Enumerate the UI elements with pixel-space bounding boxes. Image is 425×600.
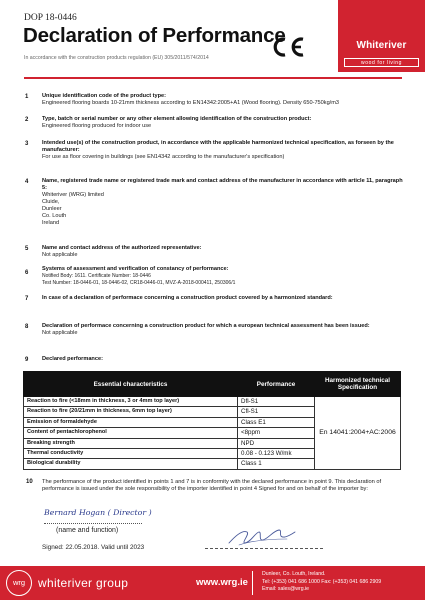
brand-name: Whiteriver — [356, 40, 407, 51]
document-id: DOP 18-0446 — [24, 13, 77, 23]
section-2 — [42, 116, 407, 130]
section-number: 1 — [25, 94, 29, 100]
conformity-statement: The performance of the product identified in points 1 and 7 is in conformity with the declared performance in point 9. This declaration of performance is issued under the sole responsibility of the importer identified in point 4 Signed for and on behalf of the importer by: — [42, 479, 382, 493]
table-header-row — [24, 372, 401, 397]
signature-line — [205, 548, 323, 549]
footer-address-line: Dunleer, Co. Louth, Ireland. — [262, 571, 326, 577]
brand-logo — [338, 0, 425, 72]
manufacturer-line: Cluide, — [42, 199, 60, 205]
footer-website: www.wrg.ie — [196, 577, 248, 588]
section-number: 8 — [25, 324, 29, 330]
notified-body: Notified Body: 1611. Certificate Number: 18-0446 — [42, 273, 151, 279]
section-heading: Declared performance: — [42, 356, 103, 362]
section-3 — [42, 140, 407, 161]
characteristic-cell: Reaction to fire (20/21mm in thickness, 6mm top layer) — [24, 407, 238, 417]
characteristic-cell: Breaking strength — [24, 438, 238, 448]
performance-cell: <8ppm — [238, 428, 315, 438]
footer-address-line: Email: sales@wrg.ie — [262, 586, 310, 593]
signatory-line — [44, 523, 142, 524]
document-title: Declaration of Performance — [23, 24, 286, 47]
section-heading: Systems of assessment and verification of constancy of performance: — [42, 266, 229, 272]
section-heading: Declaration of performace concerning a construction product for which a european technical assessment has been issued: — [42, 323, 370, 329]
section-body: For use as floor covering in buildings (see EN14342 according to the manufacturer's specification) — [42, 154, 285, 160]
characteristic-cell: Emission of formaldehyde — [24, 417, 238, 427]
column-header: Essential characteristics — [24, 372, 238, 397]
section-number: 10 — [26, 479, 33, 485]
declared-performance-table — [23, 371, 401, 470]
footer-divider — [252, 571, 253, 595]
section-number: 7 — [25, 296, 29, 302]
column-header: Performance — [238, 372, 315, 397]
manufacturer-line: Ireland — [42, 220, 60, 226]
section-number: 2 — [25, 117, 29, 123]
column-header: Harmonized technical Specification — [315, 372, 401, 397]
section-8 — [42, 323, 407, 337]
performance-cell: Class 1 — [238, 459, 315, 469]
wrg-logo: wrg — [6, 570, 32, 596]
performance-cell: Dfl-S1 — [238, 397, 315, 407]
section-number: 5 — [25, 246, 29, 252]
section-heading: Name and contact address of the authorized representative: — [42, 245, 202, 251]
table-row — [24, 397, 401, 407]
test-numbers: Test Number: 18-0446-01, 18-0446-02, CR18-0446-01, MVZ-A-2018-000411, 250306/1 — [42, 279, 236, 286]
header-divider — [24, 77, 402, 79]
performance-cell: 0.08 - 0.123 W/mk — [238, 449, 315, 459]
signature-image — [225, 526, 297, 548]
signatory-handwriting: Bernard Hogan ( Director ) — [44, 508, 152, 517]
section-6 — [42, 266, 407, 286]
document-subtitle: In accordance with the construction products regulation (EU) 305/2011/574/2014 — [24, 55, 209, 61]
section-heading: Name, registered trade name or registered trade mark and contact address of the manufacturer in accordance with article 11, paragraph 5: — [42, 178, 403, 191]
section-number: 3 — [25, 141, 29, 147]
section-heading: Type, batch or serial number or any other element allowing identification of the construction product: — [42, 116, 312, 122]
performance-cell: Class E1 — [238, 417, 315, 427]
section-body: Not applicable — [42, 252, 78, 258]
ce-mark-icon — [268, 36, 306, 58]
footer-address-line: Tel: (+353) 041 686 1000 Fax: (+353) 041 686 2909 — [262, 578, 382, 585]
section-body: Not applicable — [42, 330, 78, 336]
characteristic-cell: Biological durability — [24, 459, 238, 469]
section-7 — [42, 295, 407, 302]
footer — [0, 566, 425, 600]
characteristic-cell: Thermal conductivity — [24, 449, 238, 459]
characteristic-cell: Content of pentachlorophenol — [24, 428, 238, 438]
footer-brand: whiteriver group — [38, 576, 129, 590]
specification-cell: En 14041:2004+AC:2006 — [315, 397, 401, 470]
section-body: Engineered flooring boards 10-21mm thickness according to EN14342:2005+A1 (Wood flooring). Density 650-750kg/m3 — [42, 100, 340, 106]
section-number: 6 — [25, 270, 29, 276]
signed-date: Signed: 22.05.2018. Valid until 2023 — [42, 544, 145, 551]
footer-address — [262, 571, 381, 594]
section-heading: Unique identification code of the product type: — [42, 93, 166, 99]
section-1 — [42, 93, 407, 107]
section-number: 9 — [25, 357, 29, 363]
brand-tagline: wood for living — [344, 58, 419, 67]
name-function-label: (name and function) — [56, 527, 119, 534]
performance-cell: Cfl-S1 — [238, 407, 315, 417]
section-body: Engineered flooring produced for indoor use — [42, 123, 152, 129]
section-heading: In case of a declaration of performace concerning a construction product covered by a harmonized standard: — [42, 295, 333, 301]
section-5 — [42, 245, 407, 259]
manufacturer-line: Co. Louth — [42, 213, 67, 219]
characteristic-cell: Reaction to fire (<18mm in thickness, 3 or 4mm top layer) — [24, 397, 238, 407]
section-9 — [42, 356, 407, 363]
performance-cell: NPD — [238, 438, 315, 448]
manufacturer-line: Whiteriver (WRG) limited — [42, 192, 104, 198]
section-4 — [42, 178, 407, 227]
section-heading: Intended use(s) of the construction product, in accordance with the applicable harmonized technical specification, as forseen by the manufacturer: — [42, 140, 394, 153]
section-number: 4 — [25, 179, 29, 185]
manufacturer-line: Dunleer — [42, 206, 62, 212]
